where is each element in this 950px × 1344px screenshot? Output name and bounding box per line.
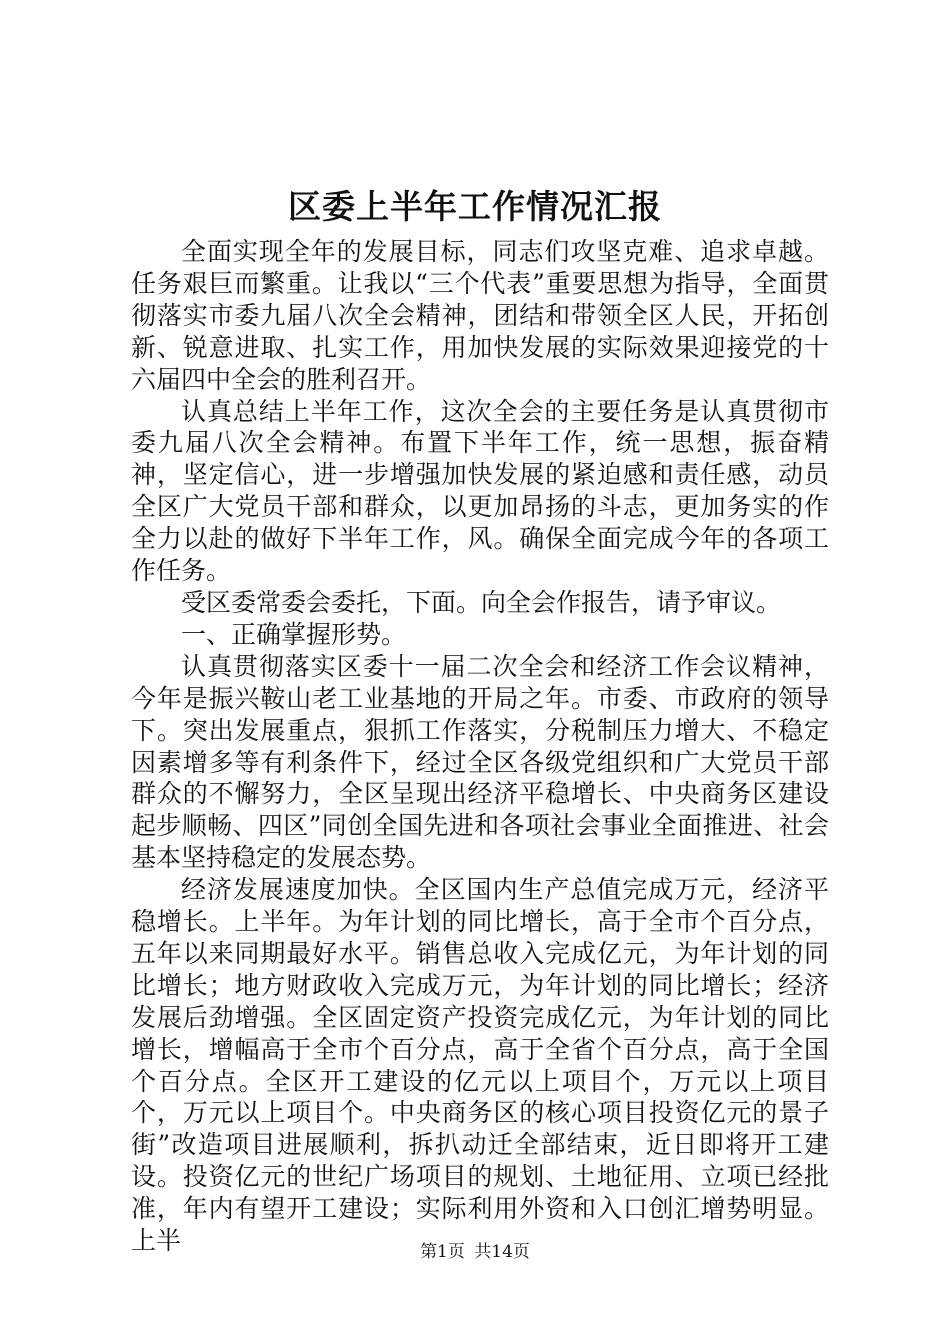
paragraph: 认真总结上半年工作，这次全会的主要任务是认真贯彻市委九届八次全会精神。布置下半年工作，统一思想，振奋精神，坚定信心，进一步增强加快发展的紧迫感和责任感，动员全区广大党员干部和群众，以更加昂扬的斗志，更加务实的作全力以赴的做好下半年工作，风。确保全面完成今年的各项工作任务。 — [131, 396, 829, 586]
section-heading: 一、正确掌握形势。 — [181, 619, 407, 649]
page-number: 第1页 — [420, 1242, 465, 1262]
paragraph: 认真贯彻落实区委十一届二次全会和经济工作会议精神，今年是振兴鞍山老工业基地的开局之年。市委、市政府的领导下。突出发展重点，狠抓工作落实，分税制压力增大、不稳定因素增多等有利条件下，经过全区各级党组织和广大党员干部群众的不懈努力，全区呈现出经济平稳增长、中央商务区建设起步顺畅、四区”同创全国先进和各项社会事业全面推进、社会基本坚持稳定的发展态势。 — [131, 651, 829, 873]
paragraph: 受区委常委会委托，下面。向全会作报告，请予审议。 — [181, 587, 782, 617]
page-total: 共14页 — [474, 1242, 530, 1262]
page-footer — [0, 1240, 950, 1264]
document-title: 区委上半年工作情况汇报 — [288, 187, 662, 226]
paragraph: 经济发展速度加快。全区国内生产总值完成万元，经济平稳增长。上半年。为年计划的同比增长，高于全市个百分点，五年以来同期最好水平。销售总收入完成亿元，为年计划的同比增长；地方财政收入完成万元，为年计划的同比增长；经济发展后劲增强。全区固定资产投资完成亿元，为年计划的同比增长，增幅高于全市个百分点，高于全省个百分点，高于全国个百分点。全区开工建设的亿元以上项目个，万元以上项目个，万元以上项目个。中央商务区的核心项目投资亿元的景子街”改造项目进展顺利，拆扒动迁全部结束，近日即将开工建设。投资亿元的世纪广场项目的规划、土地征用、立项已经批准，年内有望开工建设；实际利用外资和入口创汇增势明显。上半 — [131, 875, 829, 1256]
paragraph: 全面实现全年的发展目标，同志们攻坚克难、追求卓越。任务艰巨而繁重。让我以“三个代表”重要思想为指导，全面贯彻落实市委九届八次全会精神，团结和带领全区人民，开拓创新、锐意进取、扎实工作，用加快发展的实际效果迎接党的十六届四中全会的胜利召开。 — [131, 237, 829, 394]
document-body — [131, 236, 829, 1257]
